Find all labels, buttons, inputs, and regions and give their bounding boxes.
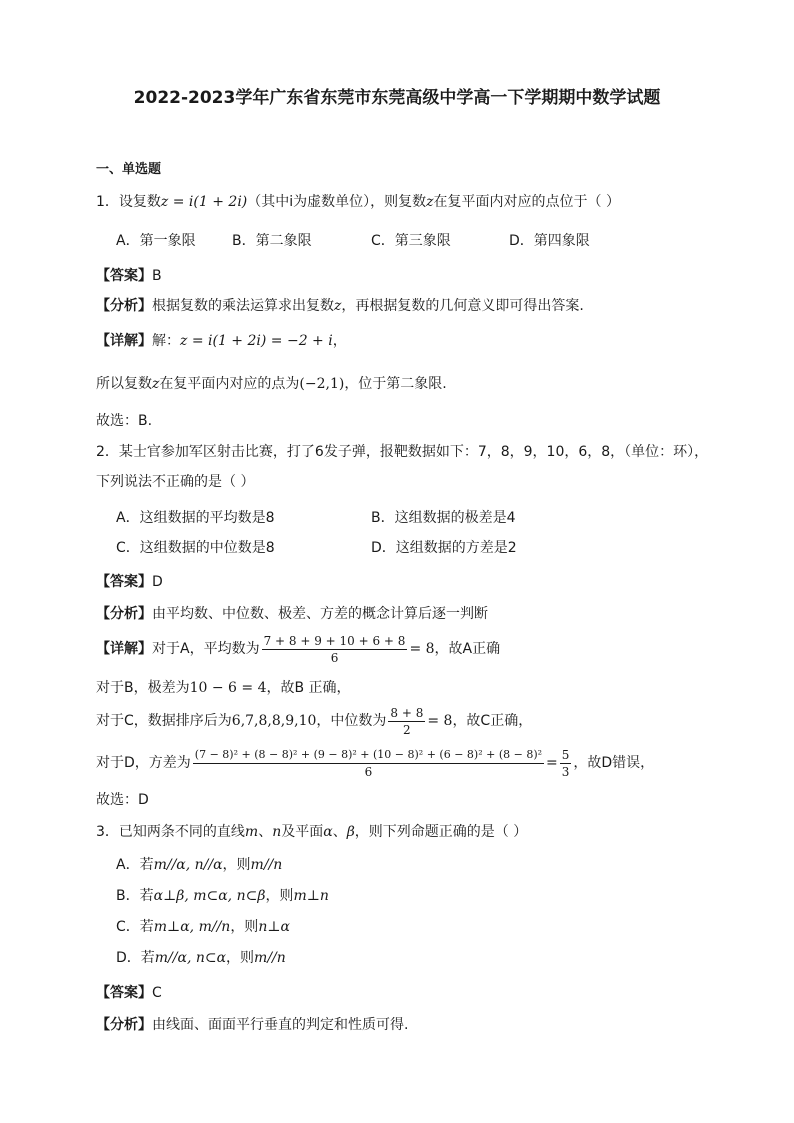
q3-answer-value: C [152,985,162,1001]
q2-stem-line2: 下列说法不正确的是（ ） [96,474,255,490]
q2-stem-line1: 2．某士官参加军区射击比赛，打了6发子弹，报靶数据如下：7，8，9，10，6，8，（单位：环）， [96,444,709,460]
q1-answer-value: B [152,268,162,284]
q3-stem-a: 3．已知两条不同的直线 [96,824,245,840]
q2-d-num: (7 − 8)² + (8 − 8)² + (9 − 8)² + (10 − 8)² + (6 − 8)² + (8 − 8)² [193,747,544,764]
q3-analysis-text: 由线面、面面平行垂直的判定和性质可得. [152,1017,409,1033]
q1-analysis [96,296,584,316]
q3-stem [96,822,527,842]
q3-option-a [116,855,282,875]
q1-stem-a: 1．设复数 [96,194,161,210]
q3-sep-1: 、 [258,824,273,840]
q2-d-result-fraction [560,747,572,780]
q1-stem-b: （其中i为虚数单位），则复数 [247,194,427,210]
q2-c-den: 2 [403,722,411,737]
answer-tag: 【答案】 [96,268,152,284]
q1-expr: z = i(1 + 2i) [160,194,248,210]
q1-stem [96,192,620,212]
q1-stem-c: 在复平面内对应的点位于（ ） [433,194,620,210]
q2-a-fraction [262,633,408,666]
q3-sep-2: 、 [332,824,347,840]
q3-option-b [116,886,329,906]
q2-d-fden: 3 [561,764,570,779]
q1-analysis-b: ，再根据复数的几何意义即可得出答案. [341,298,584,314]
q2-b-expr: 10 − 6 = 4 [189,680,267,696]
q1-detail-b: ， [332,333,347,349]
q3-answer [96,983,162,1003]
q1-option-d: D．第四象限 [509,233,590,249]
q1-line2-a: 所以复数 [96,376,152,392]
q1-var: z [426,194,434,210]
q1-line2-c: ，位于第二象限. [344,376,447,392]
q1-detail-expr: z = i(1 + 2i) = −2 + i [180,333,333,349]
q2-d-fraction [193,747,544,780]
q1-answer [96,266,162,286]
q2-analysis [96,604,488,624]
detail-tag: 【详解】 [96,641,152,657]
q1-line2-point: (−2,1) [299,376,345,392]
q3-b-res: m⊥n [293,888,329,904]
q2-option-c: C．这组数据的中位数是8 [116,540,275,556]
q2-c-num: 8 + 8 [390,705,424,720]
q3-c-then: ，则 [230,919,259,935]
q3-d-then: ，则 [226,950,255,966]
q2-a-den: 6 [330,650,339,665]
q3-stem-b: 及平面 [281,824,324,840]
q2-analysis-text: 由平均数、中位数、极差、方差的概念计算后逐一判断 [152,606,488,622]
q2-detail-d [96,746,654,780]
q2-d-end: ，故D错误， [573,755,655,771]
q2-a-num: 7 + 8 + 9 + 10 + 6 + 8 [263,633,406,648]
q1-detail-a: 解： [152,333,180,349]
q2-answer-value: D [152,574,163,590]
q3-c-res: n⊥α [258,919,290,935]
q2-c-end: ，故C正确， [452,713,533,729]
q3-option-d [116,948,286,968]
q3-c-label: C．若 [116,919,154,935]
q1-line2 [96,374,447,394]
q2-d-eq: = [546,755,558,771]
q3-beta: β [346,824,355,840]
q3-a-label: A．若 [116,857,154,873]
q2-d-text: 对于D，方差为 [96,755,191,771]
q3-d-label: D．若 [116,950,155,966]
q2-detail-a [96,632,500,666]
q2-option-a: A．这组数据的平均数是8 [116,510,275,526]
q3-a-res: m//n [250,857,283,873]
analysis-tag: 【分析】 [96,606,152,622]
analysis-tag: 【分析】 [96,298,152,314]
q3-b-cond: α⊥β, m⊂α, n⊂β [153,888,266,904]
q2-detail-b [96,678,351,698]
q2-c-text: 对于C，数据排序后为 [96,713,232,729]
q1-detail [96,331,347,351]
q2-answer [96,572,163,592]
q3-b-label: B．若 [116,888,154,904]
q2-c-seq: 6,7,8,8,9,10 [231,713,317,729]
q1-line2-b: 在复平面内对应的点为 [159,376,300,392]
analysis-tag: 【分析】 [96,1017,152,1033]
q2-d-fnum: 5 [561,747,570,762]
q2-option-b: B．这组数据的极差是4 [371,510,516,526]
q3-a-then: ，则 [222,857,251,873]
q1-analysis-var: z [334,298,342,314]
answer-tag: 【答案】 [96,574,152,590]
q3-stem-c: ，则下列命题正确的是（ ） [354,824,528,840]
q2-detail-c [96,704,532,738]
q1-analysis-a: 根据复数的乘法运算求出复数 [152,298,334,314]
q3-m: m [244,824,259,840]
q2-a-eq: = 8 [409,641,435,657]
q2-b-end: ，故B 正确， [266,680,351,696]
section-heading: 一、单选题 [96,162,162,177]
q2-c-fraction [388,705,425,738]
q3-d-res: m//n [254,950,286,966]
q1-option-c: C．第三象限 [371,233,451,249]
q2-option-d: D．这组数据的方差是2 [371,540,517,556]
q3-option-c [116,917,290,937]
q3-n: n [272,824,282,840]
q3-b-then: ，则 [265,888,294,904]
q2-a-text: 对于A，平均数为 [152,641,260,657]
q1-line2-var: z [152,376,160,392]
answer-tag: 【答案】 [96,985,152,1001]
q2-b-text: 对于B，极差为 [96,680,190,696]
q1-option-b: B．第二象限 [232,233,312,249]
q3-a-cond: m//α, n//α [153,857,223,873]
q1-option-a: A．第一象限 [116,233,196,249]
q2-d-den: 6 [364,764,373,779]
q2-conclusion: 故选：D [96,792,149,808]
q1-conclusion: 故选：B. [96,413,153,429]
q3-d-cond: m//α, n⊂α [154,950,227,966]
q2-a-end: ，故A正确 [434,641,501,657]
detail-tag: 【详解】 [96,333,152,349]
q3-alpha: α [323,824,333,840]
page-title: 2022-2023学年广东省东莞市东莞高级中学高一下学期期中数学试题 [133,88,661,108]
q2-c-mid: ，中位数为 [316,713,387,729]
q3-c-cond: m⊥α, m//n [153,919,231,935]
q2-c-eq: = 8 [427,713,453,729]
q3-analysis [96,1015,408,1035]
